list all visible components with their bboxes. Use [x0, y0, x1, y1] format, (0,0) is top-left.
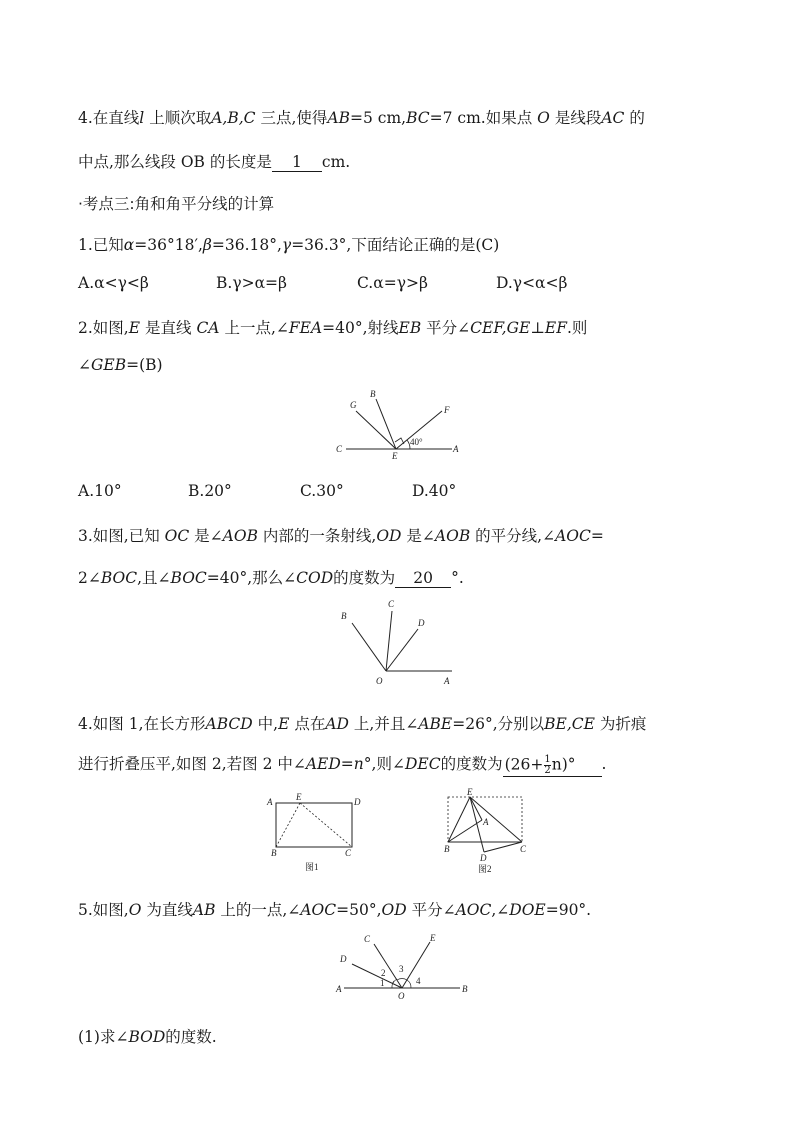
q2-line2: ∠GEB=(B) [78, 356, 163, 374]
q3-label-a: A [444, 676, 450, 686]
q4b-fig2-label-c: C [520, 844, 527, 854]
q5-figure [330, 928, 475, 1003]
q3-label-d: D [418, 618, 425, 628]
q4b-fig2-ea [470, 797, 482, 820]
q4b-fig2-label-b: B [444, 844, 450, 854]
q5-label-3: 3 [399, 964, 404, 974]
q3-answer: 20 [395, 569, 451, 588]
q4b-fig2-label-a: A [483, 817, 489, 827]
q2-label-a: A [453, 444, 459, 454]
q3-ray-oc [386, 611, 392, 671]
q2-label-g: G [350, 400, 357, 410]
q3-figure [334, 595, 464, 690]
q2-label-f: F [444, 405, 450, 415]
q2-label-angle: 40° [410, 437, 423, 447]
q5-label-d: D [340, 954, 347, 964]
q4b-fig1-label-e: E [296, 792, 302, 802]
q4b-fig1-label-b: B [271, 848, 277, 858]
q4b-fig1-label-d: D [354, 797, 361, 807]
q2-option-a: A.10° [78, 482, 122, 500]
q4b-fig2-caption: 图2 [478, 864, 492, 874]
q2-ray-eg [356, 411, 396, 449]
q4b-line2: 进行折叠压平,如图 2,若图 2 中∠AED=n°,则∠DEC的度数为 (26+ $\frac{1}{2}$ n)° . [78, 753, 607, 776]
q2-ray-eb [376, 399, 396, 449]
q2-figure [330, 385, 465, 465]
q5-label-a: A [336, 984, 342, 994]
q4b-fig2-dc [484, 842, 522, 852]
q5-label-c: C [364, 934, 371, 944]
q4b-fig1-label-c: C [345, 848, 352, 858]
q4b-figure2 [438, 786, 538, 878]
q3-line2: 2∠BOC,且∠BOC=40°,那么∠COD的度数为 20 °. [78, 569, 464, 587]
q1-option-a: A.α<γ<β [78, 274, 149, 292]
q3-ray-od [386, 629, 418, 671]
q2-label-e: E [392, 451, 398, 461]
q5-arc-3 [397, 978, 407, 980]
q5-arc-4 [407, 980, 411, 988]
q5-label-b: B [462, 984, 468, 994]
q4a-answer: 1 [272, 153, 322, 172]
q3-label-b: B [341, 611, 347, 621]
q4b-fig1-crease-ce [300, 803, 352, 847]
q4b-figure1 [262, 790, 372, 878]
q5-label-e: E [430, 933, 436, 943]
q4b-fig2-label-d: D [480, 853, 487, 863]
q1-option-d: D.γ<α<β [496, 274, 568, 292]
q2-line1: 2.如图,E 是直线 CA 上一点,∠FEA=40°,射线EB 平分∠CEF,GE⊥EF.则 [78, 319, 588, 337]
q3-ray-ob [352, 623, 386, 671]
q5-line1: 5.如图,O 为直线AB 上的一点,∠AOC=50°,OD 平分∠AOC,∠DOE=90°. [78, 901, 592, 919]
q5-label-o: O [398, 991, 405, 1001]
q4a-line2: 中点,那么线段 OB 的长度是 1 cm. [78, 153, 351, 171]
q3-label-o: O [376, 676, 383, 686]
q4b-answer: (26+ $\frac{1}{2}$ n)° [503, 755, 602, 777]
q5-label-2: 2 [381, 968, 386, 978]
q4b-fig2-label-e: E [467, 787, 473, 797]
q4b-fig1-crease-be [276, 803, 300, 847]
q4b-fig1-caption: 图1 [305, 862, 319, 872]
q5-label-4: 4 [416, 976, 421, 986]
q2-option-d: D.40° [412, 482, 457, 500]
q2-label-c: C [336, 444, 343, 454]
q1-stem: 1.已知α=36°18′,β=36.18°,γ=36.3°,下面结论正确的是(C) [78, 236, 500, 254]
q4b-fig1-label-a: A [267, 797, 273, 807]
q3-line1: 3.如图,已知 OC 是∠AOB 内部的一条射线,OD 是∠AOB 的平分线,∠AOC= [78, 527, 604, 545]
q4b-fig1-rectangle [276, 803, 352, 847]
q1-option-b: B.γ>α=β [216, 274, 287, 292]
q2-option-b: B.20° [188, 482, 232, 500]
q4b-answer-fraction: $\frac{1}{2}$ [544, 753, 551, 776]
q2-label-b: B [370, 389, 376, 399]
q3-label-c: C [388, 599, 395, 609]
q4b-fig2-ed [470, 797, 484, 852]
q2-option-c: C.30° [300, 482, 344, 500]
q4a-line1: 4.在直线l 上顺次取A,B,C 三点,使得AB=5 cm,BC=7 cm.如果点 O 是线段AC 的 [78, 109, 645, 127]
section-title: ·考点三:角和角平分线的计算 [78, 195, 275, 213]
q1-option-c: C.α=γ>β [357, 274, 428, 292]
q5-label-1: 1 [380, 978, 385, 988]
q4b-line1: 4.如图 1,在长方形ABCD 中,E 点在AD 上,并且∠ABE=26°,分别以BE,CE 为折痕 [78, 715, 647, 733]
q5-sub1: (1)求∠BOD的度数. [78, 1028, 217, 1046]
q4b-fig2-crease-ec [470, 797, 522, 842]
